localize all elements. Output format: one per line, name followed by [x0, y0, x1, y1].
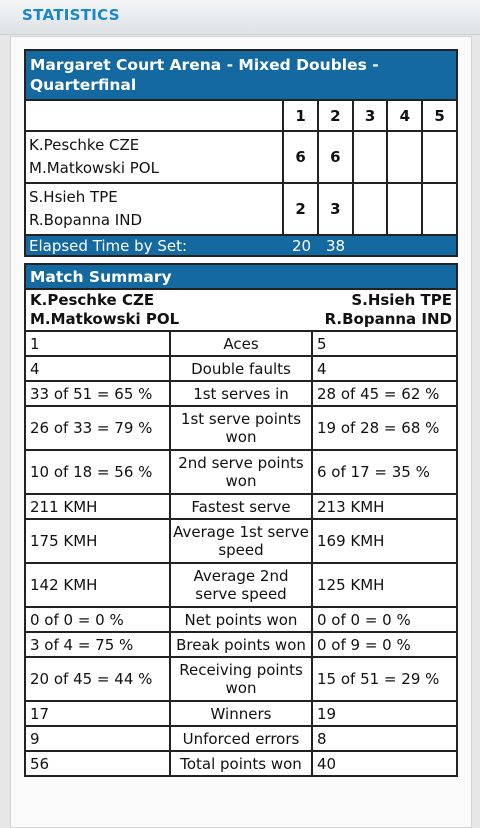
set-score — [387, 183, 422, 235]
stat-right-value: 213 KMH — [312, 494, 457, 519]
set-score: 3 — [318, 183, 353, 235]
stat-row — [25, 331, 457, 356]
stat-label: 1st serves in — [170, 381, 312, 406]
player-name: M.Matkowski POL — [29, 159, 159, 177]
elapsed-time-set: 20 — [292, 236, 312, 255]
set-number-row — [25, 100, 457, 131]
set-number-blank — [25, 100, 283, 131]
stat-right-value: 0 of 0 = 0 % — [312, 607, 457, 632]
left-team-player: M.Matkowski POL — [30, 310, 180, 328]
elapsed-time-label: Elapsed Time by Set: — [29, 236, 188, 255]
stat-right-value: 19 — [312, 701, 457, 726]
set-score: 6 — [283, 131, 318, 183]
stat-label: Total points won — [170, 751, 312, 776]
stat-right-value: 40 — [312, 751, 457, 776]
set-score — [422, 131, 457, 183]
stat-right-value: 125 KMH — [312, 563, 457, 607]
stat-label: Net points won — [170, 607, 312, 632]
stat-label: Aces — [170, 331, 312, 356]
stat-left-value: 175 KMH — [25, 519, 170, 563]
team-names — [25, 183, 283, 235]
stat-right-value: 0 of 9 = 0 % — [312, 632, 457, 657]
stat-left-value: 56 — [25, 751, 170, 776]
stat-row — [25, 751, 457, 776]
scoreboard-title: Margaret Court Arena - Mixed Doubles - Quarterfinal — [25, 50, 457, 100]
summary-teams-line — [30, 310, 452, 329]
set-number: 1 — [283, 100, 318, 131]
stat-label: Average 1st serve speed — [170, 519, 312, 563]
stat-row — [25, 632, 457, 657]
stat-left-value: 4 — [25, 356, 170, 381]
elapsed-time-row — [25, 235, 457, 256]
stat-row — [25, 657, 457, 701]
match-summary-title: Match Summary — [25, 264, 457, 289]
team-row — [25, 183, 457, 235]
stat-label: Winners — [170, 701, 312, 726]
set-score — [353, 131, 388, 183]
stat-right-value: 6 of 17 = 35 % — [312, 450, 457, 494]
set-score: 6 — [318, 131, 353, 183]
set-score: 2 — [283, 183, 318, 235]
stat-left-value: 33 of 51 = 65 % — [25, 381, 170, 406]
left-team-player: K.Peschke CZE — [30, 291, 155, 309]
stat-right-value: 19 of 28 = 68 % — [312, 406, 457, 450]
set-score — [422, 183, 457, 235]
stat-left-value: 10 of 18 = 56 % — [25, 450, 170, 494]
stat-label: Double faults — [170, 356, 312, 381]
stat-label: Break points won — [170, 632, 312, 657]
stat-label: Unforced errors — [170, 726, 312, 751]
stat-left-value: 17 — [25, 701, 170, 726]
right-team-player: R.Bopanna IND — [324, 310, 452, 328]
stat-label: 1st serve points won — [170, 406, 312, 450]
stat-row — [25, 519, 457, 563]
stat-row — [25, 406, 457, 450]
stat-label: 2nd serve points won — [170, 450, 312, 494]
stat-left-value: 26 of 33 = 79 % — [25, 406, 170, 450]
stat-row — [25, 494, 457, 519]
stat-right-value: 4 — [312, 356, 457, 381]
set-number: 3 — [353, 100, 388, 131]
set-number: 5 — [422, 100, 457, 131]
stat-row — [25, 356, 457, 381]
stat-left-value: 142 KMH — [25, 563, 170, 607]
set-score — [353, 183, 388, 235]
set-score — [387, 131, 422, 183]
match-summary-table — [24, 263, 458, 777]
stat-left-value: 0 of 0 = 0 % — [25, 607, 170, 632]
stat-row — [25, 701, 457, 726]
stat-left-value: 211 KMH — [25, 494, 170, 519]
scoreboard-table — [24, 49, 458, 257]
stat-row — [25, 381, 457, 406]
stat-label: Fastest serve — [170, 494, 312, 519]
player-name: K.Peschke CZE — [29, 136, 140, 154]
stat-label: Average 2nd serve speed — [170, 563, 312, 607]
elapsed-time-cell — [25, 235, 457, 256]
stat-right-value: 15 of 51 = 29 % — [312, 657, 457, 701]
stat-right-value: 169 KMH — [312, 519, 457, 563]
stat-row — [25, 450, 457, 494]
stat-left-value: 9 — [25, 726, 170, 751]
summary-teams-cell — [25, 289, 457, 331]
stat-left-value: 3 of 4 = 75 % — [25, 632, 170, 657]
statistics-header — [0, 0, 480, 35]
stat-right-value: 28 of 45 = 62 % — [312, 381, 457, 406]
team-row — [25, 131, 457, 183]
player-name: R.Bopanna IND — [29, 211, 143, 229]
stat-label: Receiving points won — [170, 657, 312, 701]
right-team-player: S.Hsieh TPE — [351, 291, 452, 309]
summary-teams-line — [30, 291, 452, 310]
stat-right-value: 8 — [312, 726, 457, 751]
set-number: 4 — [387, 100, 422, 131]
stat-left-value: 20 of 45 = 44 % — [25, 657, 170, 701]
team-names — [25, 131, 283, 183]
player-name: S.Hsieh TPE — [29, 188, 118, 206]
stat-row — [25, 726, 457, 751]
stat-left-value: 1 — [25, 331, 170, 356]
set-number: 2 — [318, 100, 353, 131]
elapsed-time-set: 38 — [326, 236, 346, 255]
page-title: STATISTICS — [22, 6, 120, 24]
summary-teams-row — [25, 289, 457, 331]
stat-right-value: 5 — [312, 331, 457, 356]
stat-row — [25, 563, 457, 607]
stat-row — [25, 607, 457, 632]
